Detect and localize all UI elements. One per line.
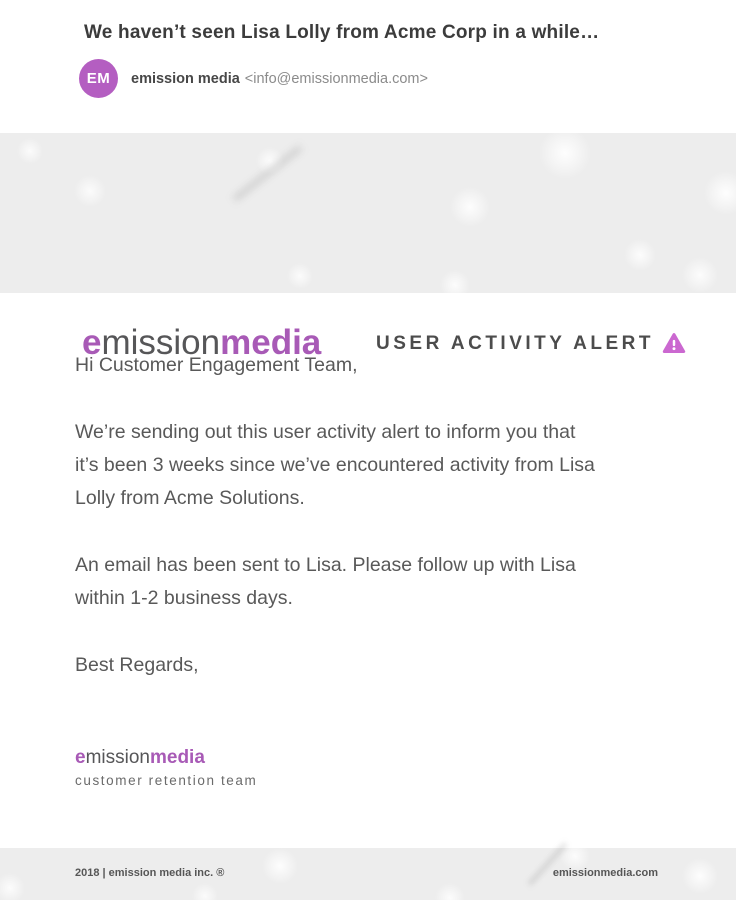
sender-name: emission media [131, 70, 240, 87]
body-paragraph-1 [75, 416, 595, 515]
footer-website-link[interactable]: emissionmedia.com [552, 867, 658, 879]
signature-logo [75, 747, 205, 768]
logo-part-mission: mission [101, 323, 221, 362]
email-subject: We haven’t seen Lisa Lolly from Acme Corp in a while… [84, 22, 600, 43]
body-line: within 1-2 business days. [75, 587, 293, 609]
alert-label: USER ACTIVITY ALERT [376, 332, 654, 354]
body-line: Lolly from Acme Solutions. [75, 487, 305, 509]
email-footer [0, 848, 736, 900]
sender-avatar: EM [79, 59, 118, 98]
body-line: it’s been 3 weeks since we’ve encountered activity from Lisa [75, 454, 595, 476]
logo-part-mission: mission [85, 747, 150, 768]
signature-team: customer retention team [75, 773, 258, 788]
user-activity-alert [376, 332, 686, 355]
warning-triangle-icon [662, 332, 686, 355]
email-header-banner [0, 133, 736, 362]
sender-row[interactable] [79, 59, 428, 98]
logo-part-e: e [82, 323, 102, 362]
body-line: We’re sending out this user activity alert to inform you that [75, 421, 576, 443]
logo-part-media: media [149, 747, 205, 768]
body-greeting: Hi Customer Engagement Team, [75, 354, 358, 376]
body-line: An email has been sent to Lisa. Please follow up with Lisa [75, 554, 576, 576]
logo-part-media: media [220, 323, 322, 362]
logo-part-e: e [75, 747, 86, 768]
sender-email: <info@emissionmedia.com> [244, 70, 428, 87]
body-closing: Best Regards, [75, 654, 199, 676]
footer-copyright: 2018 | emission media inc. ® [75, 867, 225, 879]
body-paragraph-2 [75, 549, 576, 615]
